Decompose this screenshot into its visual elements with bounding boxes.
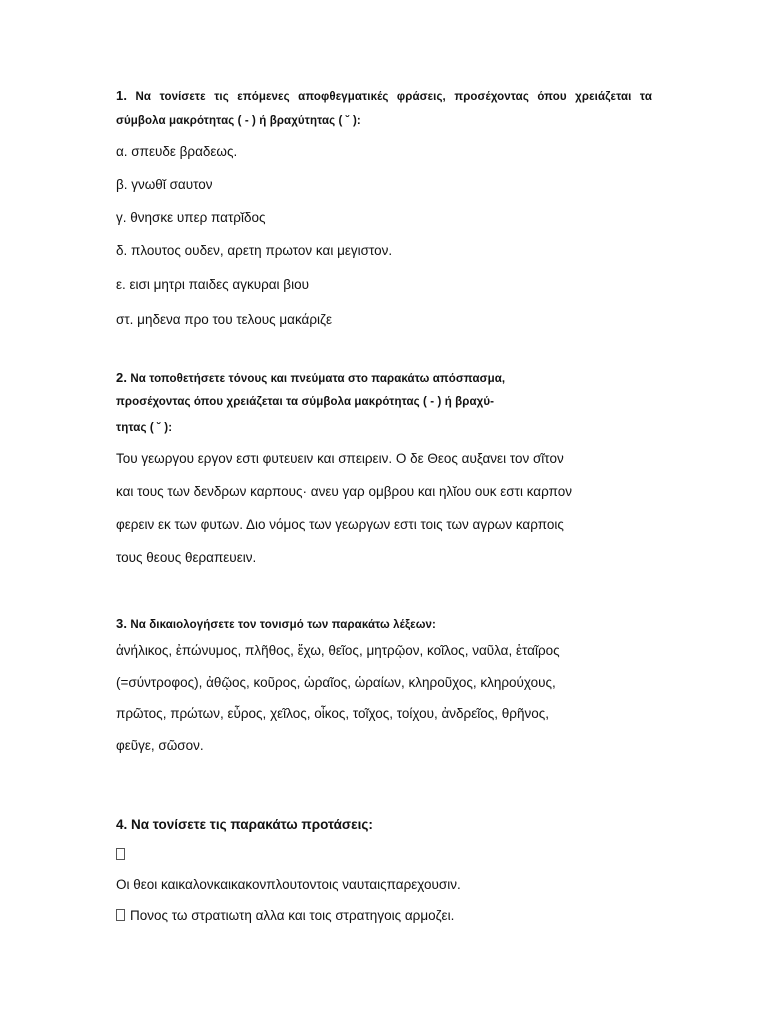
section4-sentence1: Οι θεοι καικαλονκαικακονπλουτοντοις ναυταιςπαρεχουσιν. — [116, 877, 461, 892]
section1-number: 1. — [116, 88, 128, 103]
section2-number: 2. — [116, 370, 128, 385]
section4-sentence2: Πονος τω στρατιωτη αλλα και τοις στρατηγοις αρμοζει. — [130, 908, 455, 923]
missing-glyph-box-icon — [116, 909, 125, 921]
section2-passage-line4: τους θεους θεραπευειν. — [116, 550, 257, 565]
missing-glyph-box-icon — [116, 848, 125, 860]
section1-instruction-line2: σύμβολα μακρότητας ( - ) ή βραχύτητας ( ˘ ): — [116, 115, 361, 127]
section2-instruction-text: Να τοποθετήσετε τόνους και πνεύματα στο παρακάτω απόσπασμα, — [130, 373, 506, 385]
section3-instruction — [116, 616, 436, 631]
section2-instruction-line3: τητας ( ˘ ): — [116, 422, 173, 434]
section3-words-line3: πρῶτος, πρώτων, εὖρος, χεῖλος, οἶκος, τοῖχος, τοίχου, ἀνδρεῖος, θρῆνος, — [116, 706, 549, 721]
section1-item-c: γ. θνησκε υπερ πατρῐδος — [116, 210, 266, 225]
section1-item-st: στ. μηδενα προ του τελους μακάριζε — [116, 312, 332, 327]
section3-words-line1: ἀνήλικος, ἐπώνυμος, πλῆθος, ἔχω, θεῖος, μητρῷον, κοῖλος, ναῦλα, ἑταῖρος — [116, 643, 560, 658]
section1-item-e: ε. εισι μητρι παιδες αγκυραι βιου — [116, 277, 309, 292]
section2-passage-line1: Του γεωργου εργον εστι φυτευειν και σπειρειν. Ο δε Θεος αυξανει τον σῖτον — [116, 451, 564, 466]
section3-words-line4: φεῦγε, σῶσον. — [116, 738, 204, 753]
section2-passage-line3: φερειν εκ των φυτων. Διο νόμος των γεωργων εστι τοις των αγρων καρποις — [116, 517, 564, 532]
section1-instruction-line1 — [116, 88, 652, 103]
section4-heading: 4. Να τονίσετε τις παρακάτω προτάσεις: — [116, 817, 373, 832]
section3-instruction-text: Να δικαιολογήσετε τον τονισμό των παρακάτω λέξεων: — [130, 619, 436, 631]
section3-words-line2: (=σύντροφος), ἀθῷος, κοῦρος, ὡραῖος, ὡραίων, κληροῦχος, κληρούχους, — [116, 675, 556, 690]
section4-bullet-row — [116, 846, 130, 864]
section2-instruction-line2: προσέχοντας όπου χρειάζεται τα σύμβολα μακρότητας ( - ) ή βραχύ- — [116, 396, 495, 408]
section2-instruction-line1 — [116, 370, 505, 385]
section1-item-d: δ. πλουτος ουδεν, αρετη πρωτον και μεγιστον. — [116, 243, 393, 258]
section1-item-b: β. γνωθῐ σαυτον — [116, 177, 213, 192]
section1-item-a: α. σπευδε βραδεως. — [116, 144, 238, 159]
section1-instruction-text: Να τονίσετε τις επόμενες αποφθεγματικές φράσεις, προσέχοντας όπου χρειάζεται τα — [135, 91, 653, 103]
section3-number: 3. — [116, 616, 128, 631]
section2-passage-line2: και τους των δενδρων καρπους· ανευ γαρ ομβρου και ηλῐου ουκ εστι καρπον — [116, 484, 572, 499]
section4-sentence2-row — [116, 908, 454, 923]
